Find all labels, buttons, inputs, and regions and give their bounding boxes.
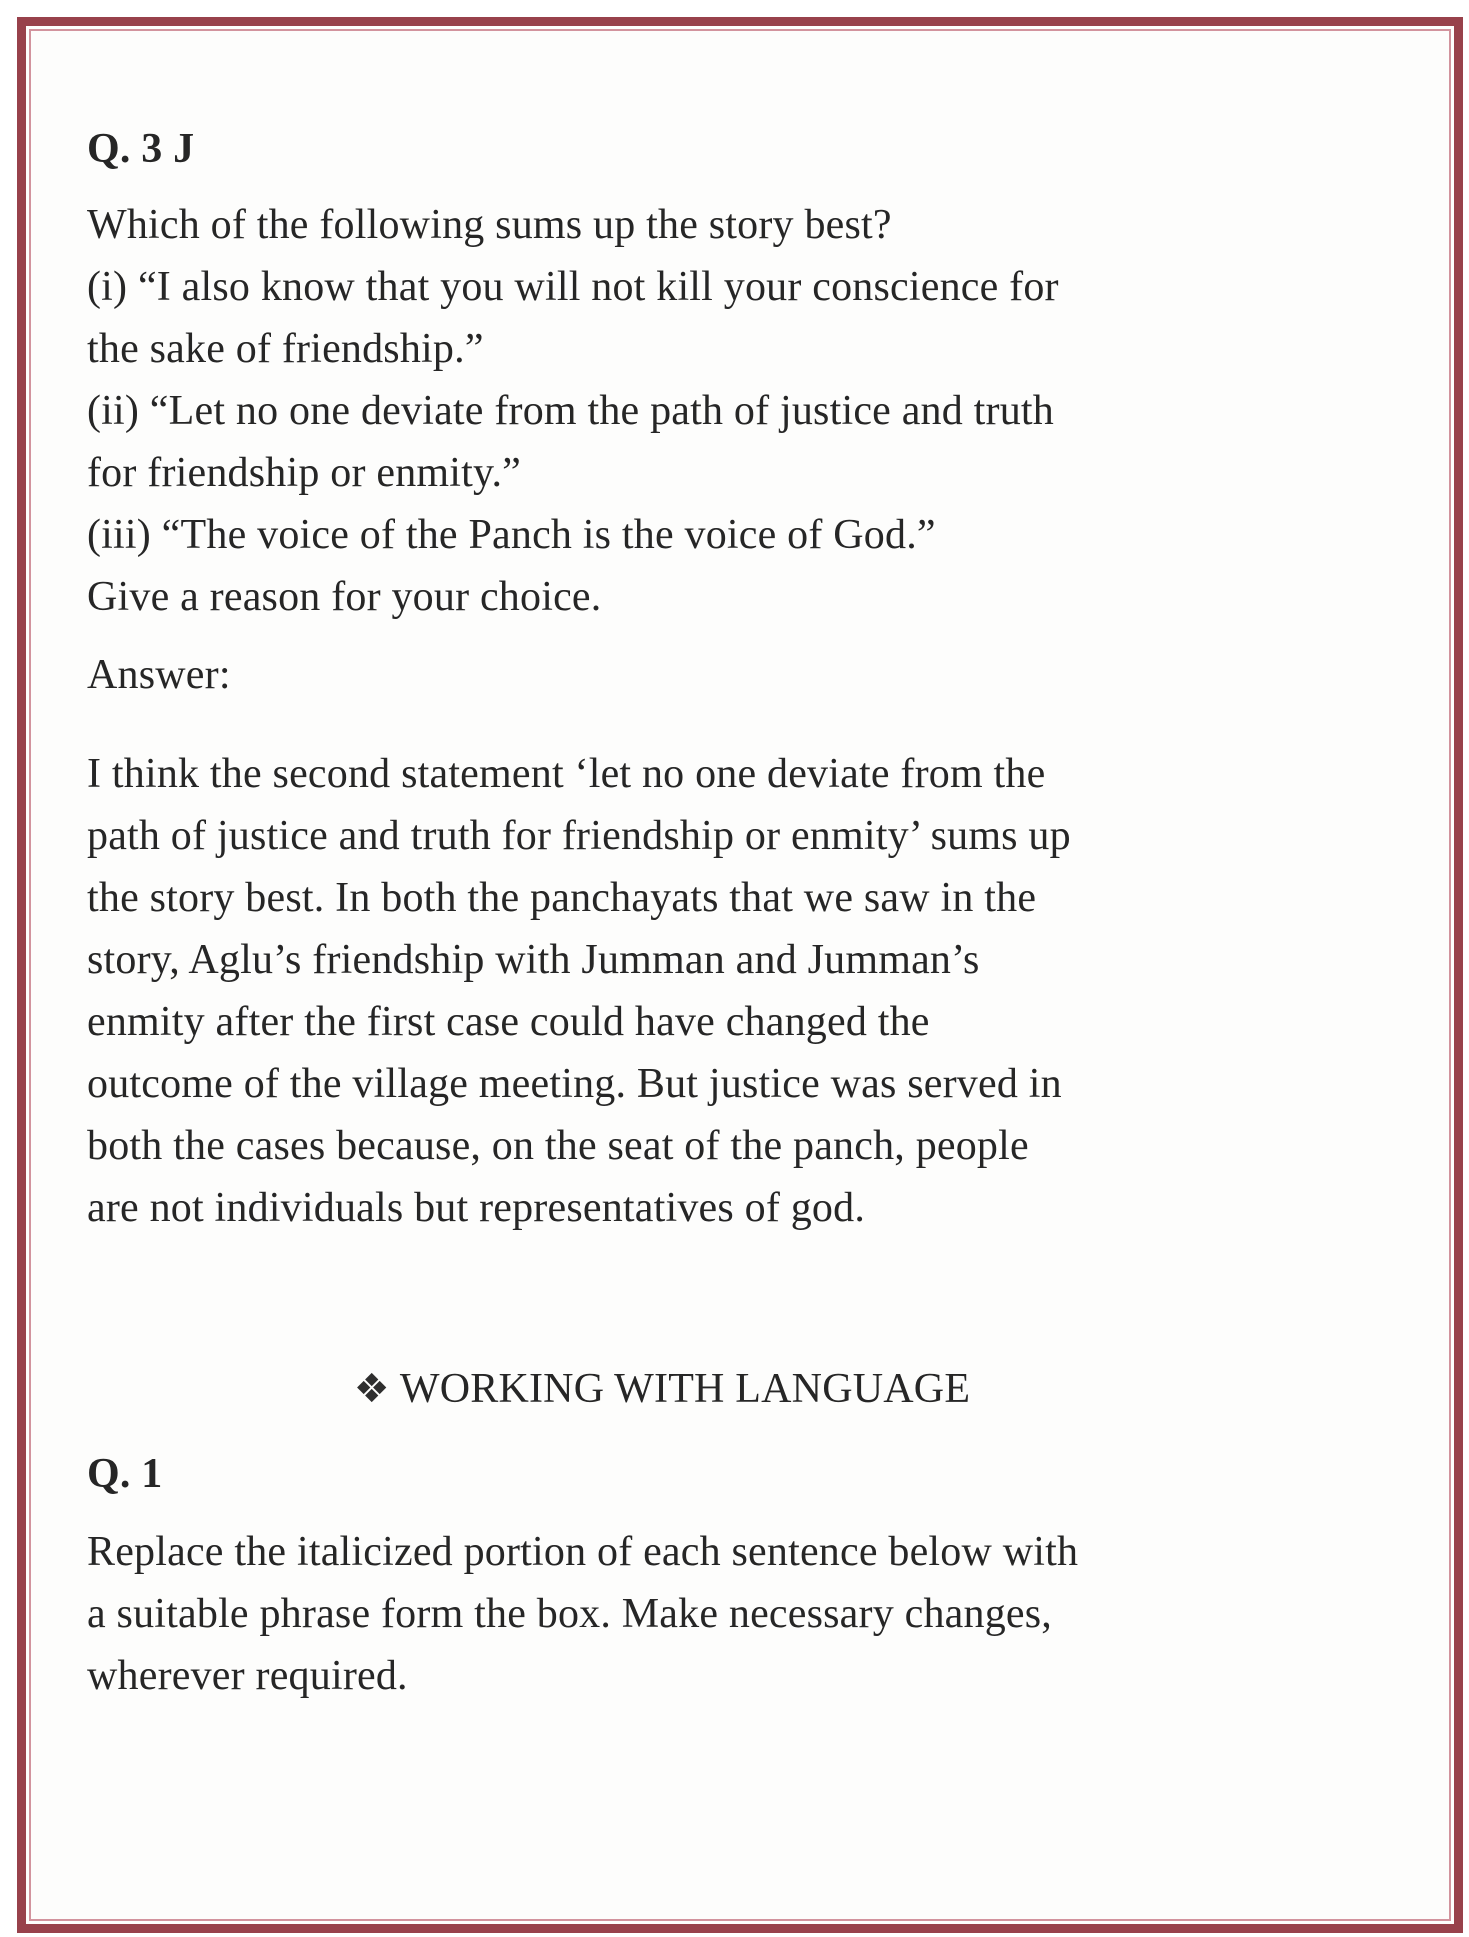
answer-line: enmity after the first case could have changed the bbox=[87, 999, 930, 1045]
question-line: (iii) “The voice of the Panch is the voice of God.” bbox=[87, 512, 936, 558]
question-3j-label: Q. 3 J bbox=[87, 126, 195, 172]
answer-line: path of justice and truth for friendship or enmity’ sums up bbox=[87, 813, 1071, 859]
section-heading bbox=[87, 1358, 1237, 1420]
question-line: Which of the following sums up the story best? bbox=[87, 202, 892, 248]
question-1-label: Q. 1 bbox=[87, 1451, 163, 1497]
answer-line: are not individuals but representatives of god. bbox=[87, 1185, 866, 1231]
question-line: Give a reason for your choice. bbox=[87, 574, 602, 620]
answer-line: both the cases because, on the seat of the panch, people bbox=[87, 1123, 1029, 1169]
question-3j-text bbox=[87, 194, 1087, 628]
text-column bbox=[87, 0, 1087, 1707]
question-line: wherever required. bbox=[87, 1653, 408, 1699]
answer-label: Answer: bbox=[87, 652, 231, 698]
section-title: WORKING WITH LANGUAGE bbox=[399, 1366, 971, 1412]
answer-line: story, Aglu’s friendship with Jumman and Jumman’s bbox=[87, 937, 980, 983]
answer-line: outcome of the village meeting. But justice was served in bbox=[87, 1061, 1062, 1107]
answer-line: the story best. In both the panchayats that we saw in the bbox=[87, 875, 1037, 921]
answer-text bbox=[87, 743, 1087, 1239]
question-line: the sake of friendship.” bbox=[87, 326, 484, 372]
question-line: for friendship or enmity.” bbox=[87, 450, 522, 496]
question-line: (i) “I also know that you will not kill your conscience for bbox=[87, 264, 1059, 310]
diamond-bullet-icon: ❖ bbox=[353, 1366, 390, 1412]
answer-line: I think the second statement ‘let no one deviate from the bbox=[87, 751, 1046, 797]
question-line: Replace the italicized portion of each sentence below with bbox=[87, 1529, 1079, 1575]
question-line: a suitable phrase form the box. Make necessary changes, bbox=[87, 1591, 1052, 1637]
question-1-text bbox=[87, 1521, 1087, 1707]
question-line: (ii) “Let no one deviate from the path of justice and truth bbox=[87, 388, 1054, 434]
